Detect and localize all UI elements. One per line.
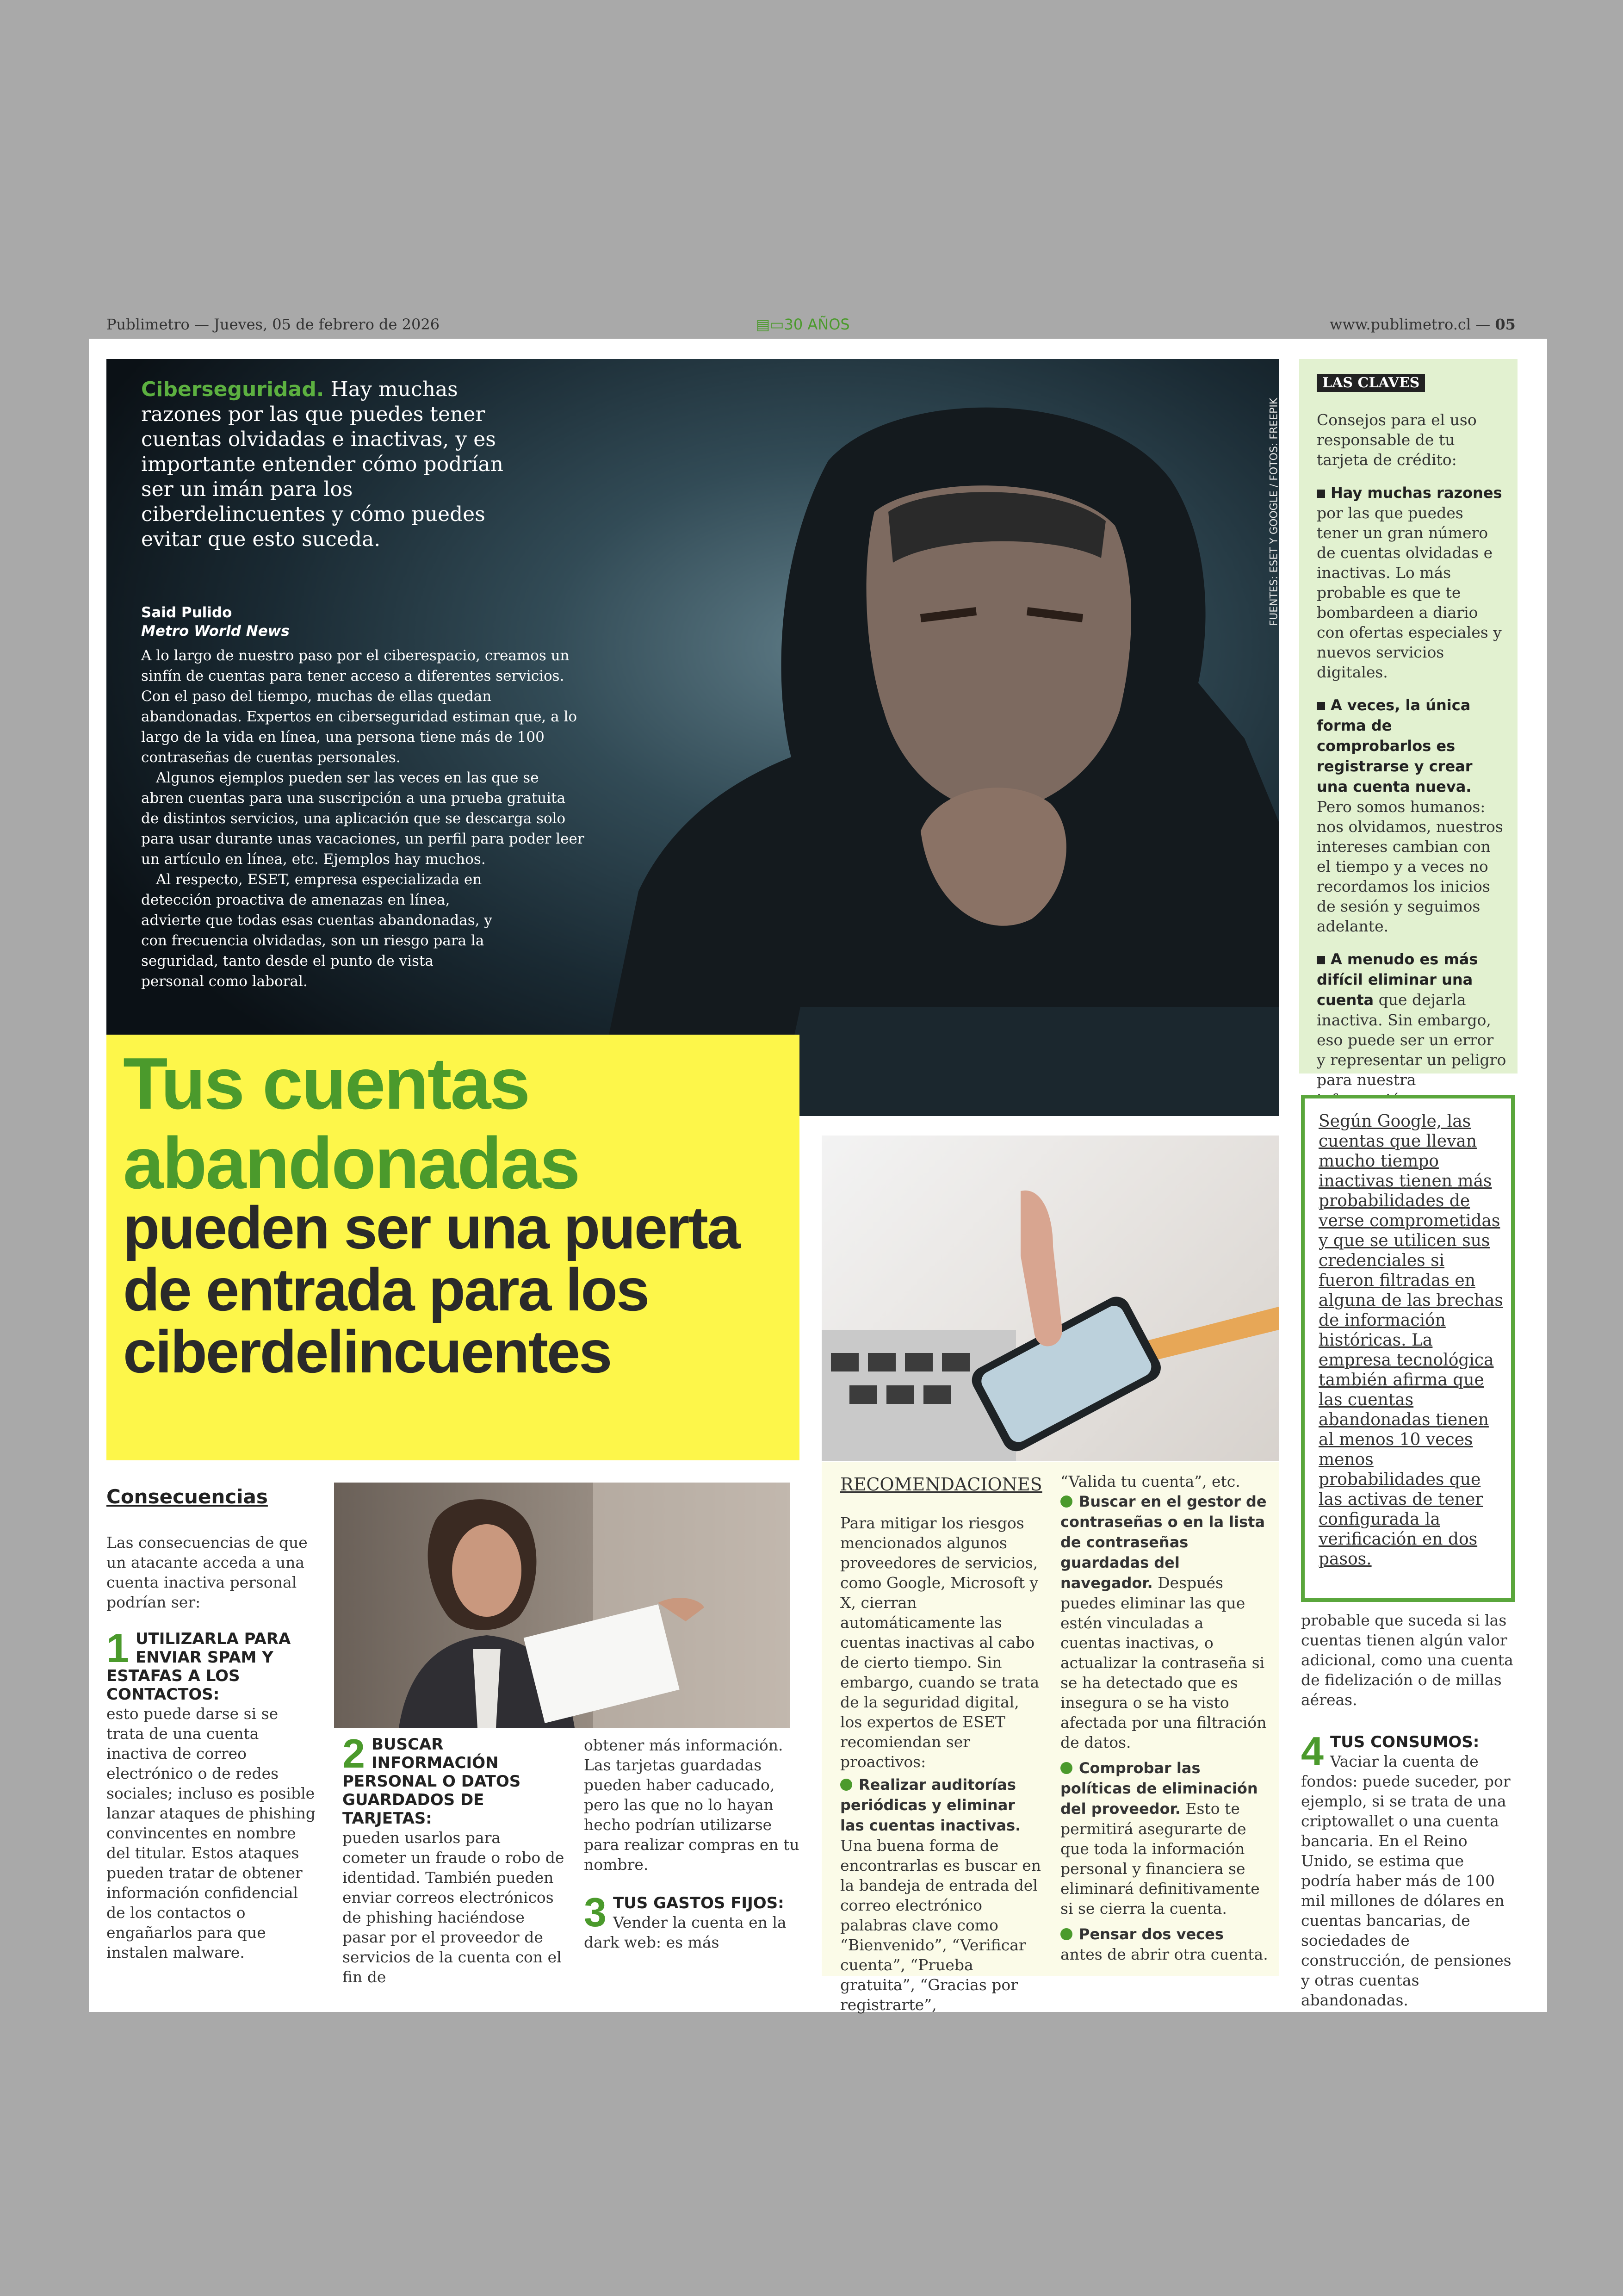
folio-url: www.publimetro.cl — 05 xyxy=(1330,316,1516,333)
las-claves-box xyxy=(1299,359,1518,1089)
photo-credit: FUENTES: ESET Y GOOGLE / FOTOS: FREEPIK xyxy=(1268,397,1280,626)
anniversary-logo: ▤▭30 AÑOS xyxy=(756,316,850,333)
headline-black: pueden ser una puerta de entrada para los ciberdelincuentes xyxy=(123,1194,739,1385)
square-bullet-icon xyxy=(1317,702,1325,710)
recomendacion-item: Buscar en el gestor de contraseñas o en la lista de contraseñas guardadas del navegador. Después puedes eliminar las que estén vinculadas a cuentas inactivas, o actualizar la contraseña si se ha detectado que es insegura o se ha visto afectada por una filtración de datos. xyxy=(1060,1493,1267,1751)
consecuencias-title: Consecuencias xyxy=(106,1485,268,1508)
consecuencias-col-4: probable que suceda si las cuentas tienen algún valor adicional, como una cuenta de fidelización o de millas aéreas. 4 TUS CONSUMOS: Vaciar la cuenta de fondos: puede suceder, por ejemplo, si se trata de una criptowallet o una cuenta bancaria. En el Reino Unido, se estima que podría haber más de 100 mil millones de dólares en cuentas bancarias, de sociedades de construcción, de pensiones y otras cuentas abandonadas. xyxy=(1301,1610,1515,2010)
green-bullet-icon xyxy=(1060,1496,1072,1508)
woman-phone-photo xyxy=(334,1483,790,1728)
recomendacion-item: Pensar dos veces antes de abrir otra cuenta. xyxy=(1060,1925,1268,1963)
number-4: 4 xyxy=(1301,1728,1324,1774)
number-1: 1 xyxy=(106,1625,129,1671)
consecuencia-3: 3 TUS GASTOS FIJOS: Vender la cuenta en la dark web: es más xyxy=(584,1889,787,1951)
headline-green: Tus cuentas abandonadas xyxy=(123,1043,579,1204)
green-bullet-icon xyxy=(840,1779,852,1791)
phone-photo xyxy=(822,1136,1279,1461)
claves-item: A veces, la única forma de comprobarlos es registrarse y crear una cuenta nueva. Pero somos humanos: nos olvidamos, nuestros intereses cambian con el tiempo y a veces no recordamos los inicios de sesión y seguimos adelante. xyxy=(1317,696,1503,935)
recomendaciones-title: RECOMENDACIONES xyxy=(840,1474,1042,1495)
google-note-box: Según Google, las cuentas que llevan mucho tiempo inactivas tienen más probabilidades de verse comprometidas y que se utilicen sus credenciales si fueron filtradas en alguna de las brechas de información históricas. La empresa tecnológica también afirma que las cuentas abandonadas tienen al menos 10 veces menos probabilidades que las activas de tener configurada la verificación en dos pasos. xyxy=(1301,1095,1515,1602)
consecuencias-col-2 xyxy=(342,1731,564,1987)
recomendaciones-col-2: “Valida tu cuenta”, etc. Buscar en el gestor de contraseñas o en la lista de contraseñas guardadas del navegador. Después puedes eliminar las que estén vinculadas a cuentas inactivas, o actualizar la contraseña si se ha detectado que es insegura o se ha visto afectada por una filtración de datos. Comprobar las políticas de eliminación del proveedor. Esto te permitirá asegurarte de que toda la información personal y financiera se eliminará definitivamente si se cierra la cuenta. Pensar dos veces antes de abrir otra cuenta. xyxy=(1060,1472,1268,1963)
consecuencia-1: 1 UTILIZARLA PARA ENVIAR SPAM Y ESTAFAS A LOS CONTACTOS: esto puede darse si se trata de una cuenta inactiva de correo electrónico o de redes sociales; incluso es posible lanzar ataques de phishing convincentes en nombre del titular. Estos ataques pueden tratar de obtener información confidencial de los contactos o engañarlos para que instalen malware. xyxy=(106,1625,316,1961)
square-bullet-icon xyxy=(1317,956,1325,964)
consecuencias-col-3: obtener más información. Las tarjetas guardadas pueden haber caducado, pero las que no lo hayan hecho podrían utilizarse para realizar compras en tu nombre. 3 TUS GASTOS FIJOS: Vender la cuenta en la dark web: es más xyxy=(584,1735,801,1952)
claves-tag: LAS CLAVES xyxy=(1317,374,1425,392)
recomendaciones-col-1: Para mitigar los riesgos mencionados algunos proveedores de servicios, como Google, Microsoft y X, cierran automáticamente las cuentas inactivas al cabo de cierto tiempo. Sin embargo, cuando se trata de la seguridad digital, los expertos de ESET recomiendan ser proactivos: Realizar auditorías periódicas y eliminar las cuentas inactivas. Una buena forma de encontrarlas es buscar en la bandeja de entrada del correo electrónico palabras clave como “Bienvenido”, “Verificar cuenta”, “Prueba gratuita”, “Gracias por registrarte”, xyxy=(840,1513,1044,2015)
square-bullet-icon xyxy=(1317,490,1325,498)
number-3: 3 xyxy=(584,1889,607,1935)
claves-item: A menudo es más difícil eliminar una cuenta que dejarla inactiva. Sin embargo, eso puede ser un error y representar un peligro para nuestra xyxy=(1317,950,1506,1089)
claves-item: Hay muchas razones por las que puedes tener un gran número de cuentas olvidadas e inactivas. Lo más probable es que te bombardeen a diario con ofertas especiales y nuevos servicios digitales. xyxy=(1317,484,1502,681)
recomendaciones-box xyxy=(822,1462,1279,2014)
article-body: A lo largo de nuestro paso por el ciberespacio, creamos un sinfín de cuentas para tener acceso a diferentes servicios. Con el paso del tiempo, muchas de ellas quedan abandonadas. Expertos en ciberseguridad estiman que, a lo largo de la vida en línea, una persona tiene más de 100 contraseñas de cuentas personales. Algunos ejemplos pueden ser las veces en las que se abren cuentas para una suscripción a una prueba gratuita de distintos servicios, una aplicación que se descarga solo para usar durante unas vacaciones, un perfil para poder leer un artículo en línea, etc. Ejemplos hay muchos. Al respecto, ESET, empresa especializada en detección proactiva de amenazas en línea, advierte que todas esas cuentas abandonadas, y con frecuencia olvidadas, son un riesgo para la seguridad, tanto desde el punto de vista personal como laboral. xyxy=(141,647,584,990)
recomendacion-item: Comprobar las políticas de eliminación del proveedor. Esto te permitirá asegurarte de que toda la información personal y financiera se eliminará definitivamente si se cierra la cuenta. xyxy=(1060,1759,1260,1917)
smartphone-illustration xyxy=(822,1136,1279,1461)
byline: Said Pulido Metro World News xyxy=(141,604,290,639)
green-bullet-icon xyxy=(1060,1928,1072,1940)
intro-lede: Ciberseguridad. Hay muchas razones por las que puedes tener cuentas olvidadas e inactivas, y es importante entender cómo podrían ser un imán para los ciberdelincuentes y cómo puedes evitar que esto suceda. xyxy=(141,378,503,551)
newspaper-icon: ▤▭ xyxy=(756,316,784,333)
consecuencia-2: 2 BUSCAR INFORMACIÓN PERSONAL O DATOS GUARDADOS DE TARJETAS: pueden usarlos para cometer un fraude o robo de identidad. También pueden enviar correos electrónicos de phishing haciéndose pasar por el proveedor de servicios de la cuenta con el fin de xyxy=(342,1731,564,1986)
folio-date: Publimetro — Jueves, 05 de febrero de 2026 xyxy=(106,316,440,333)
consecuencias-col-1: Las consecuencias de que un atacante acceda a una cuenta inactiva personal podrían ser: 1 UTILIZARLA PARA ENVIAR SPAM Y ESTAFAS A LOS CONTACTOS: esto puede darse si se trata de una cuenta inactiva de correo electrónico o de redes sociales; incluso es posible lanzar ataques de phishing convincentes en nombre del titular. Estos ataques pueden tratar de obtener información confidencial de los contactos o engañarlos para que instalen malware. xyxy=(106,1533,319,1962)
number-2: 2 xyxy=(342,1731,365,1776)
headline-block xyxy=(106,1035,799,1460)
recomendacion-item: Realizar auditorías periódicas y eliminar las cuentas inactivas. Una buena forma de encontrarlas es buscar en la bandeja de entrada del correo electrónico palabras clave como “Bienvenido”, “Verificar cuenta”, “Prueba gratuita”, “Gracias por registrarte”, xyxy=(840,1776,1041,2014)
consecuencia-4: 4 TUS CONSUMOS: Vaciar la cuenta de fondos: puede suceder, por ejemplo, si se trata de una criptowallet o una cuenta bancaria. En el Reino Unido, se estima que podría haber más de 100 mil millones de dólares en cuentas bancarias, de sociedades de construcción, de pensiones y otras cuentas abandonadas. xyxy=(1301,1728,1511,2009)
woman-illustration xyxy=(334,1483,790,1728)
green-bullet-icon xyxy=(1060,1762,1072,1774)
claves-text: Consejos para el uso responsable de tu tarjeta de crédito: Hay muchas razones por las que puedes tener un gran número de cuentas olvidadas e inactivas. Lo más probable es que te bombardeen a diario con ofertas especiales y nuevos servicios digitales. A veces, la única forma de comprobarlos es registrarse y crear una cuenta nueva. Pero somos humanos: nos olvidamos, nuestros intereses cambian con el tiempo y a veces no recordamos los inicios de sesión y seguimos adelante. A menudo es más difícil eliminar una cuenta que dejarla inactiva. Sin embargo, eso puede ser un error y representar un peligro para nuestra xyxy=(1317,410,1506,1123)
